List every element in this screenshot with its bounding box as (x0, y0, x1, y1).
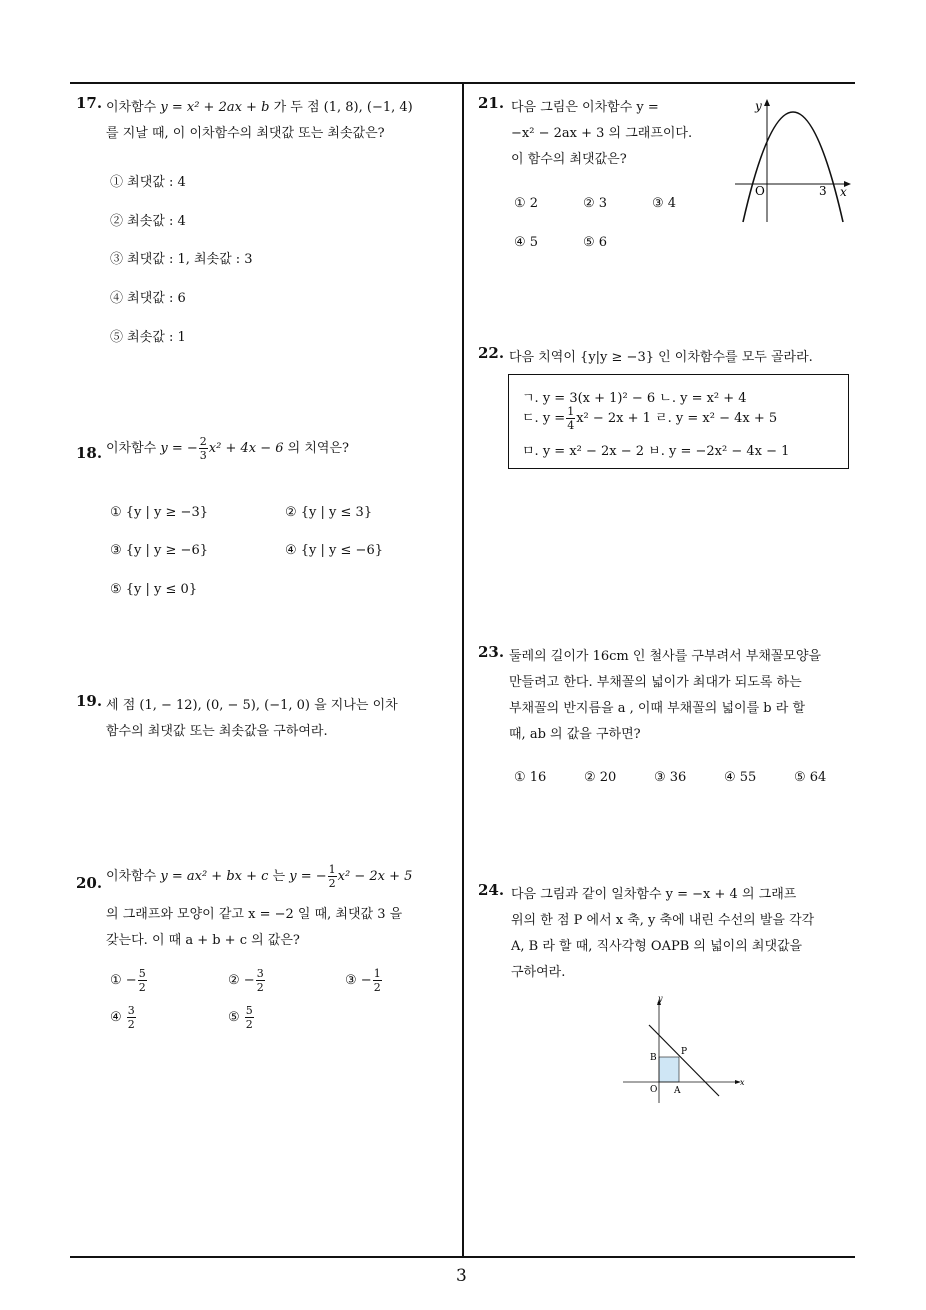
question-number: 22. (478, 344, 505, 362)
x-axis-label: x (840, 185, 847, 199)
option-3[interactable]: ③ {y | y ≥ −6} (110, 543, 208, 558)
question-number: 17. (76, 94, 103, 112)
question-number: 19. (76, 692, 103, 710)
y-axis-label: y (658, 995, 663, 1003)
question-text-line2: 의 그래프와 모양이 같고 x = −2 일 때, 최댓값 3 을 (106, 907, 403, 922)
option-5[interactable]: ⑤ 64 (794, 770, 827, 785)
page-number: 3 (456, 1266, 467, 1286)
choices-box (508, 374, 849, 469)
question-number: 24. (478, 881, 505, 899)
option-1[interactable]: ① 2 (514, 196, 539, 211)
choices-row-2: ㄷ. y = $\frac{1}{4}$ x² − 2x + 1 ㄹ. y = x² − 4x + 5 (522, 405, 778, 432)
question-text-line3: A, B 라 할 때, 직사각형 OAPB 의 넓이의 최댓값을 (511, 939, 803, 954)
y-axis-label: y (755, 99, 762, 113)
p-label: P (681, 1047, 688, 1057)
option-4[interactable]: ④ 최댓값 : 6 (110, 291, 186, 306)
a-label: A (674, 1086, 681, 1096)
option-2[interactable]: ② 최솟값 : 4 (110, 214, 186, 229)
question-number: 20. (76, 874, 103, 892)
bottom-rule (70, 1256, 855, 1258)
option-5[interactable]: ⑤ {y | y ≤ 0} (110, 582, 198, 597)
b-label: B (650, 1053, 657, 1063)
fraction: $\frac{1}{2}$ (328, 863, 336, 890)
question-text-line3: 이 함수의 최댓값은? (511, 152, 627, 167)
option-5[interactable]: ⑤ $\frac{5}{2}$ (228, 1004, 253, 1031)
y-axis-arrow (764, 99, 770, 106)
question-text-line2: 함수의 최댓값 또는 최솟값을 구하여라. (106, 724, 328, 739)
option-3[interactable]: ③ − $\frac{1}{2}$ (345, 967, 381, 994)
option-2[interactable]: ② 20 (584, 770, 617, 785)
choices-row-3: ㅁ. y = x² − 2x − 2 ㅂ. y = −2x² − 4x − 1 (522, 444, 790, 459)
option-3[interactable]: ③ 36 (654, 770, 687, 785)
option-2[interactable]: ② 3 (583, 196, 608, 211)
linear-function-graph (615, 995, 755, 1105)
option-1[interactable]: ① − $\frac{5}{2}$ (110, 967, 146, 994)
question-text-line2: 위의 한 점 P 에서 x 축, y 축에 내린 수선의 발을 각각 (511, 913, 815, 928)
question-text-line4: 구하여라. (511, 965, 566, 980)
root-label: 3 (819, 184, 827, 198)
question-text-line2: 를 지날 때, 이 이차함수의 최댓값 또는 최솟값은? (106, 126, 385, 141)
rectangle-oapb (659, 1057, 679, 1082)
origin-label: O (755, 184, 765, 198)
question-text-line2: 만들려고 한다. 부채꼴의 넓이가 최대가 되도록 하는 (509, 675, 802, 690)
option-4[interactable]: ④ {y | y ≤ −6} (285, 543, 383, 558)
question-text-line2: −x² − 2ax + 3 의 그래프이다. (511, 126, 693, 141)
option-1[interactable]: ① 16 (514, 770, 547, 785)
question-number: 23. (478, 643, 505, 661)
option-4[interactable]: ④ $\frac{3}{2}$ (110, 1004, 135, 1031)
choices-row-1: ㄱ. y = 3(x + 1)² − 6 ㄴ. y = x² + 4 (522, 391, 747, 406)
question-text-line1: 다음 그림은 이차함수 y = (511, 100, 659, 115)
option-3[interactable]: ③ 4 (652, 196, 677, 211)
option-1[interactable]: ① {y | y ≥ −3} (110, 505, 208, 520)
option-3[interactable]: ③ 최댓값 : 1, 최솟값 : 3 (110, 252, 253, 267)
o-label: O (650, 1085, 658, 1095)
parabola-graph (733, 92, 858, 227)
option-1[interactable]: ① 최댓값 : 4 (110, 175, 186, 190)
question-text-line4: 때, ab 의 값을 구하면? (509, 727, 641, 742)
fraction: $\frac{2}{3}$ (199, 435, 207, 462)
option-4[interactable]: ④ 5 (514, 235, 539, 250)
question-text-line1: 이차함수 y = ax² + bx + c 는 y = − $\frac{1}{2}$ x² − 2x + 5 (106, 863, 413, 890)
fraction: $\frac{1}{4}$ (567, 405, 575, 432)
option-5[interactable]: ⑤ 최솟값 : 1 (110, 330, 186, 345)
column-divider (462, 82, 464, 1257)
question-text-line1: 둘레의 길이가 16cm 인 철사를 구부려서 부채꼴모양을 (509, 649, 822, 664)
option-2[interactable]: ② − $\frac{3}{2}$ (228, 967, 264, 994)
question-text-line3: 부채꼴의 반지름을 a , 이때 부채꼴의 넓이를 b 라 할 (509, 701, 805, 716)
question-text-line1: 세 점 (1, − 12), (0, − 5), (−1, 0) 을 지나는 이차 (106, 698, 398, 713)
x-axis-label: x (740, 1078, 745, 1087)
parabola-curve (743, 112, 843, 222)
question-number: 18. (76, 444, 103, 462)
question-text-line3: 갖는다. 이 때 a + b + c 의 값은? (106, 933, 300, 948)
option-4[interactable]: ④ 55 (724, 770, 757, 785)
question-text-line1: 다음 그림과 같이 일차함수 y = −x + 4 의 그래프 (511, 887, 797, 902)
question-text: 다음 치역이 {y|y ≥ −3} 인 이차함수를 모두 골라라. (509, 350, 813, 365)
question-text-line1: 이차함수 y = x² + 2ax + b 가 두 점 (1, 8), (−1, 4) (106, 100, 413, 115)
question-number: 21. (478, 94, 505, 112)
option-2[interactable]: ② {y | y ≤ 3} (285, 505, 373, 520)
option-5[interactable]: ⑤ 6 (583, 235, 608, 250)
question-text: 이차함수 y = − $\frac{2}{3}$ x² + 4x − 6 의 치역은? (106, 435, 349, 462)
